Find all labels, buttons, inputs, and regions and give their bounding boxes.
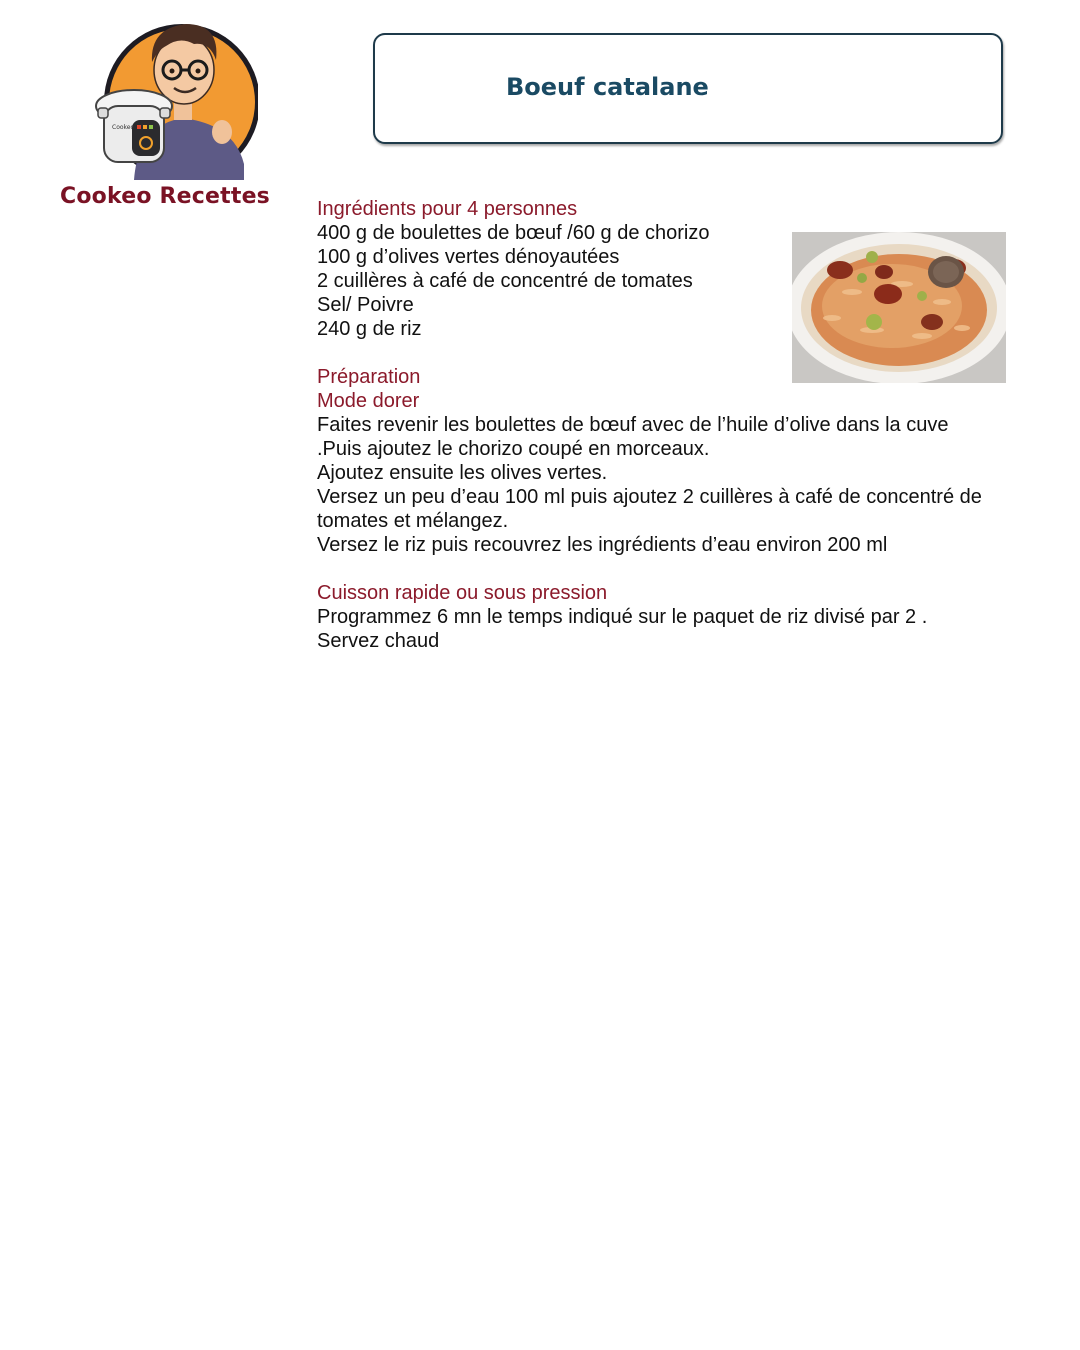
recipe-title: Boeuf catalane (506, 73, 709, 101)
recipe-content (317, 197, 1017, 653)
cooking-heading: Cuisson rapide ou sous pression (317, 582, 608, 604)
preparation-step: Faites revenir les boulettes de bœuf avec de l’huile d’olive dans la cuve .Puis ajoutez le chorizo coupé en morceaux. (317, 414, 949, 460)
mode-heading: Mode dorer (317, 390, 420, 412)
ingredient-item: 100 g d’olives vertes dénoyautées (317, 246, 620, 268)
preparation-step: Ajoutez ensuite les olives vertes. (317, 462, 608, 484)
ingredients-list (317, 221, 772, 341)
ingredient-item: Sel/ Poivre (317, 294, 414, 316)
chef-with-cookeo-icon (94, 14, 258, 182)
site-logo[interactable] (58, 14, 288, 214)
ingredient-item: 400 g de boulettes de bœuf /60 g de chorizo (317, 222, 710, 244)
ingredients-heading: Ingrédients pour 4 personnes (317, 198, 578, 220)
ingredient-item: 240 g de riz (317, 318, 422, 340)
cooking-line: Programmez 6 mn le temps indiqué sur le paquet de riz divisé par 2 . (317, 606, 928, 628)
cooking-line: Servez chaud (317, 630, 440, 652)
preparation-step: Versez le riz puis recouvrez les ingrédients d’eau environ 200 ml (317, 534, 888, 556)
preparation-step: Versez un peu d’eau 100 ml puis ajoutez 2 cuillères à café de concentré de tomates et mélangez. (317, 486, 982, 532)
preparation-heading: Préparation (317, 366, 421, 388)
title-box (373, 33, 1003, 144)
brand-name: Cookeo Recettes (60, 184, 270, 209)
ingredient-item: 2 cuillères à café de concentré de tomates (317, 270, 693, 292)
appliance-label: Cookeo (112, 124, 135, 131)
